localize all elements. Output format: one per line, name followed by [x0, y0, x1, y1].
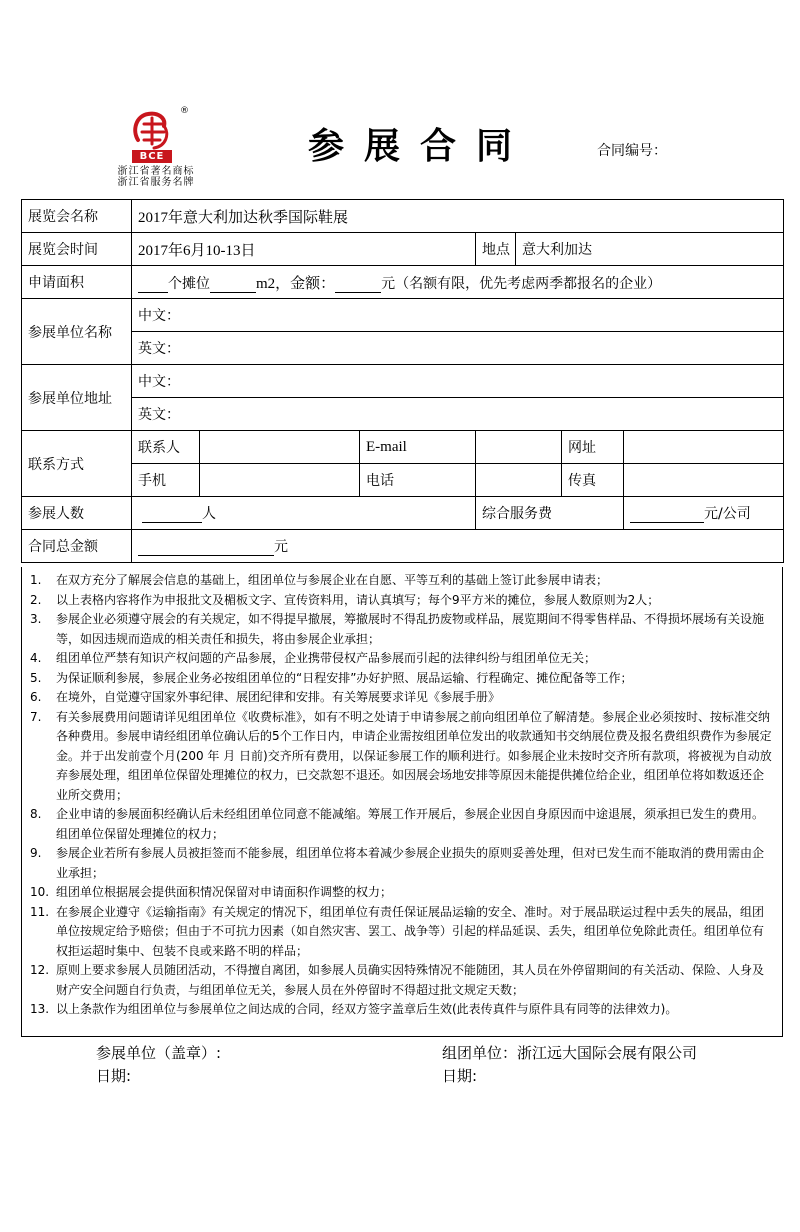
- list-item: [30, 883, 774, 903]
- table-row: [22, 464, 784, 497]
- list-item: [30, 669, 774, 689]
- chinese-label: 中文：: [138, 308, 180, 324]
- list-item: [30, 844, 774, 883]
- term-text: 有关参展费用问题请详见组团单位《收费标准》，如有不明之处请于申请参展之前向组团单位了解清楚。参展企业必须按时、按标准交纳各种费用。参展申请经组团单位确认后的5个工作日内，申请企业需按组团单位发出的收款通知书交纳展位费及报名费组织费作为参展定金。并于出发前壹个月(200 年 月 日前)交齐所有费用，以保证参展工作的顺利进行。如参展企业未按时交齐所有款项，将被视为自动放弃参展处理，组团单位保留处理摊位的权力，已交款恕不退还。如因展会场地安排等原因未能提供摊位给企业，组团单位将如数返还企业所交费用；: [56, 709, 772, 802]
- email-field[interactable]: [476, 431, 562, 464]
- organizer-label: 组团单位：浙江远大国际会展有限公司: [442, 1044, 698, 1062]
- amount-unit: 元（名额有限，优先考虑两季都报名的企业）: [381, 275, 662, 292]
- list-item: [30, 610, 774, 649]
- exhibition-time-label: 展览会时间: [22, 233, 132, 266]
- term-text: 为保证顺利参展，参展企业务必按组团单位的“日程安排”办好护照、展品运输、行程确定、摊位配备等工作；: [56, 670, 633, 685]
- service-fee-blank[interactable]: [630, 508, 704, 523]
- email-label: E-mail: [360, 431, 476, 464]
- total-field[interactable]: [132, 530, 784, 563]
- mobile-field[interactable]: [200, 464, 360, 497]
- mobile-label: 手机: [132, 464, 200, 497]
- list-item: [30, 1000, 774, 1020]
- attendees-label: 参展人数: [22, 497, 132, 530]
- exhibition-time-value: 2017年6月10-13日: [132, 233, 476, 266]
- list-item: [30, 708, 774, 806]
- attendees-field[interactable]: [132, 497, 476, 530]
- exhibitor-name-english-field[interactable]: [132, 332, 784, 365]
- term-text: 以上条款作为组团单位与参展单位之间达成的合同，经双方签字盖章后生效(此表传真件与原件具有同等的法律效力)。: [56, 1002, 678, 1016]
- term-text: 组团单位根据展会提供面积情况保留对申请面积作调整的权力；: [56, 885, 393, 899]
- website-field[interactable]: [624, 431, 784, 464]
- english-label: 英文：: [138, 341, 180, 357]
- registered-mark: ®: [180, 106, 189, 116]
- logo-mark-icon: [130, 110, 174, 152]
- exhibitor-seal-label: 参展单位（盖章）:: [96, 1044, 222, 1062]
- page-title: 参展合同: [308, 126, 533, 167]
- term-text: 参展企业若所有参展人员被拒签而不能参展，组团单位将本着减少参展企业损失的原则妥善处理，但对已发生而不能取消的费用需由企业承担；: [56, 846, 765, 880]
- total-unit: 元: [274, 539, 288, 555]
- organizer-date-label: 日期:: [442, 1067, 478, 1085]
- fax-field[interactable]: [624, 464, 784, 497]
- exhibitor-name-chinese-field[interactable]: [132, 299, 784, 332]
- table-row: [22, 233, 784, 266]
- contact-label: 联系方式: [22, 431, 132, 497]
- table-row: [22, 299, 784, 332]
- table-row: [22, 200, 784, 233]
- table-row: [22, 398, 784, 431]
- list-item: [30, 591, 774, 611]
- terms-list: [21, 567, 783, 1037]
- term-number: 8.: [30, 807, 42, 821]
- exhibitor-address-chinese-field[interactable]: [132, 365, 784, 398]
- area-m2-blank[interactable]: [210, 278, 256, 293]
- term-number: 5.: [30, 670, 42, 685]
- company-logo: [106, 106, 206, 188]
- contract-number-label: 合同编号：: [597, 143, 667, 159]
- table-row: [22, 266, 784, 299]
- term-text: 在参展企业遵守《运输指南》有关规定的情况下，组团单位有责任保证展品运输的安全、准时。对于展品联运过程中丢失的展品，组团单位按规定给予赔偿；但由于不可抗力因素（如自然灾害、罢工、战争等）引起的样品延误、丢失，组团单位免除此责任。组团单位有权拒运超时集中、包装不良或来路不明的样品；: [56, 904, 765, 958]
- term-number: 9.: [30, 846, 42, 860]
- service-fee-unit: 元/公司: [704, 506, 751, 522]
- term-number: 2.: [30, 592, 42, 607]
- fax-label: 传真: [562, 464, 624, 497]
- m2-unit: m2，金额：: [256, 275, 336, 292]
- booth-unit: 个摊位: [168, 275, 210, 292]
- area-amount-blank[interactable]: [335, 278, 381, 293]
- table-row: [22, 365, 784, 398]
- chinese-label: 中文：: [138, 374, 180, 390]
- term-number: 10.: [30, 885, 50, 899]
- term-text: 原则上要求参展人员随团活动，不得擅自离团，如参展人员确实因特殊情况不能随团，其人员在外停留期间的有关活动、保险、人身及财产安全问题自行负责，与组团单位无关，参展人员在外停留时不得超过批文规定天数；: [56, 963, 765, 997]
- term-number: 4.: [30, 651, 42, 665]
- location-label: 地点: [476, 233, 516, 266]
- phone-label: 电话: [360, 464, 476, 497]
- service-fee-label: 综合服务费: [476, 497, 624, 530]
- term-number: 12.: [30, 963, 50, 977]
- exhibitor-name-label: 参展单位名称: [22, 299, 132, 365]
- table-row: [22, 497, 784, 530]
- contact-person-label: 联系人: [132, 431, 200, 464]
- term-text: 以上表格内容将作为申报批文及楣板文字、宣传资料用，请认真填写；每个9平方米的摊位，参展人数原则为2人；: [56, 592, 660, 607]
- term-number: 6.: [30, 690, 42, 704]
- exhibitor-address-english-field[interactable]: [132, 398, 784, 431]
- term-text: 参展企业必须遵守展会的有关规定，如不得提早撤展，筹撤展时不得乱扔废物或样品，展览期间不得零售样品、不得损坏展场有关设施等，如因违规而造成的相关责任和损失，将由参展企业承担；: [56, 612, 765, 646]
- logo-bce-badge: BCE: [132, 150, 172, 163]
- total-blank[interactable]: [138, 541, 274, 556]
- service-fee-field[interactable]: [624, 497, 784, 530]
- area-field[interactable]: [132, 266, 784, 299]
- phone-field[interactable]: [476, 464, 562, 497]
- term-text: 在境外，自觉遵守国家外事纪律、展团纪律和安排。有关筹展要求详见《参展手册》: [56, 690, 501, 704]
- term-number: 13.: [30, 1002, 50, 1016]
- website-label: 网址: [562, 431, 624, 464]
- term-text: 企业申请的参展面积经确认后未经组团单位同意不能减缩。筹展工作开展后，参展企业因自身原因而中途退展，须承担已发生的费用。组团单位保留处理摊位的权力；: [56, 807, 765, 841]
- list-item: [30, 649, 774, 669]
- contact-person-field[interactable]: [200, 431, 360, 464]
- logo-caption-1: 浙江省著名商标: [117, 166, 195, 177]
- area-label: 申请面积: [22, 266, 132, 299]
- term-number: 1.: [30, 573, 42, 587]
- list-item: [30, 571, 774, 591]
- list-item: [30, 903, 774, 962]
- booth-count-blank[interactable]: [138, 278, 168, 293]
- exhibition-name-label: 展览会名称: [22, 200, 132, 233]
- table-row: [22, 332, 784, 365]
- table-row: [22, 431, 784, 464]
- exhibition-name-value: 2017年意大利加达秋季国际鞋展: [132, 200, 784, 233]
- term-text: 在双方充分了解展会信息的基础上，组团单位与参展企业在自愿、平等互利的基础上签订此参展申请表；: [56, 573, 609, 587]
- exhibitor-date-label: 日期:: [96, 1067, 132, 1085]
- total-label: 合同总金额: [22, 530, 132, 563]
- logo-caption-2: 浙江省服务名牌: [117, 177, 195, 188]
- location-value: 意大利加达: [516, 233, 784, 266]
- table-row: [22, 530, 784, 563]
- term-number: 11.: [30, 904, 50, 919]
- term-text: 组团单位严禁有知识产权问题的产品参展，企业携带侵权产品参展而引起的法律纠纷与组团单位无关；: [56, 651, 597, 665]
- english-label: 英文：: [138, 407, 180, 423]
- attendees-blank[interactable]: [142, 508, 202, 523]
- attendees-unit: 人: [202, 506, 216, 522]
- exhibitor-address-label: 参展单位地址: [22, 365, 132, 431]
- list-item: [30, 688, 774, 708]
- term-number: 7.: [30, 709, 42, 724]
- list-item: [30, 961, 774, 1000]
- term-number: 3.: [30, 612, 42, 626]
- list-item: [30, 805, 774, 844]
- application-form-table: [21, 199, 784, 563]
